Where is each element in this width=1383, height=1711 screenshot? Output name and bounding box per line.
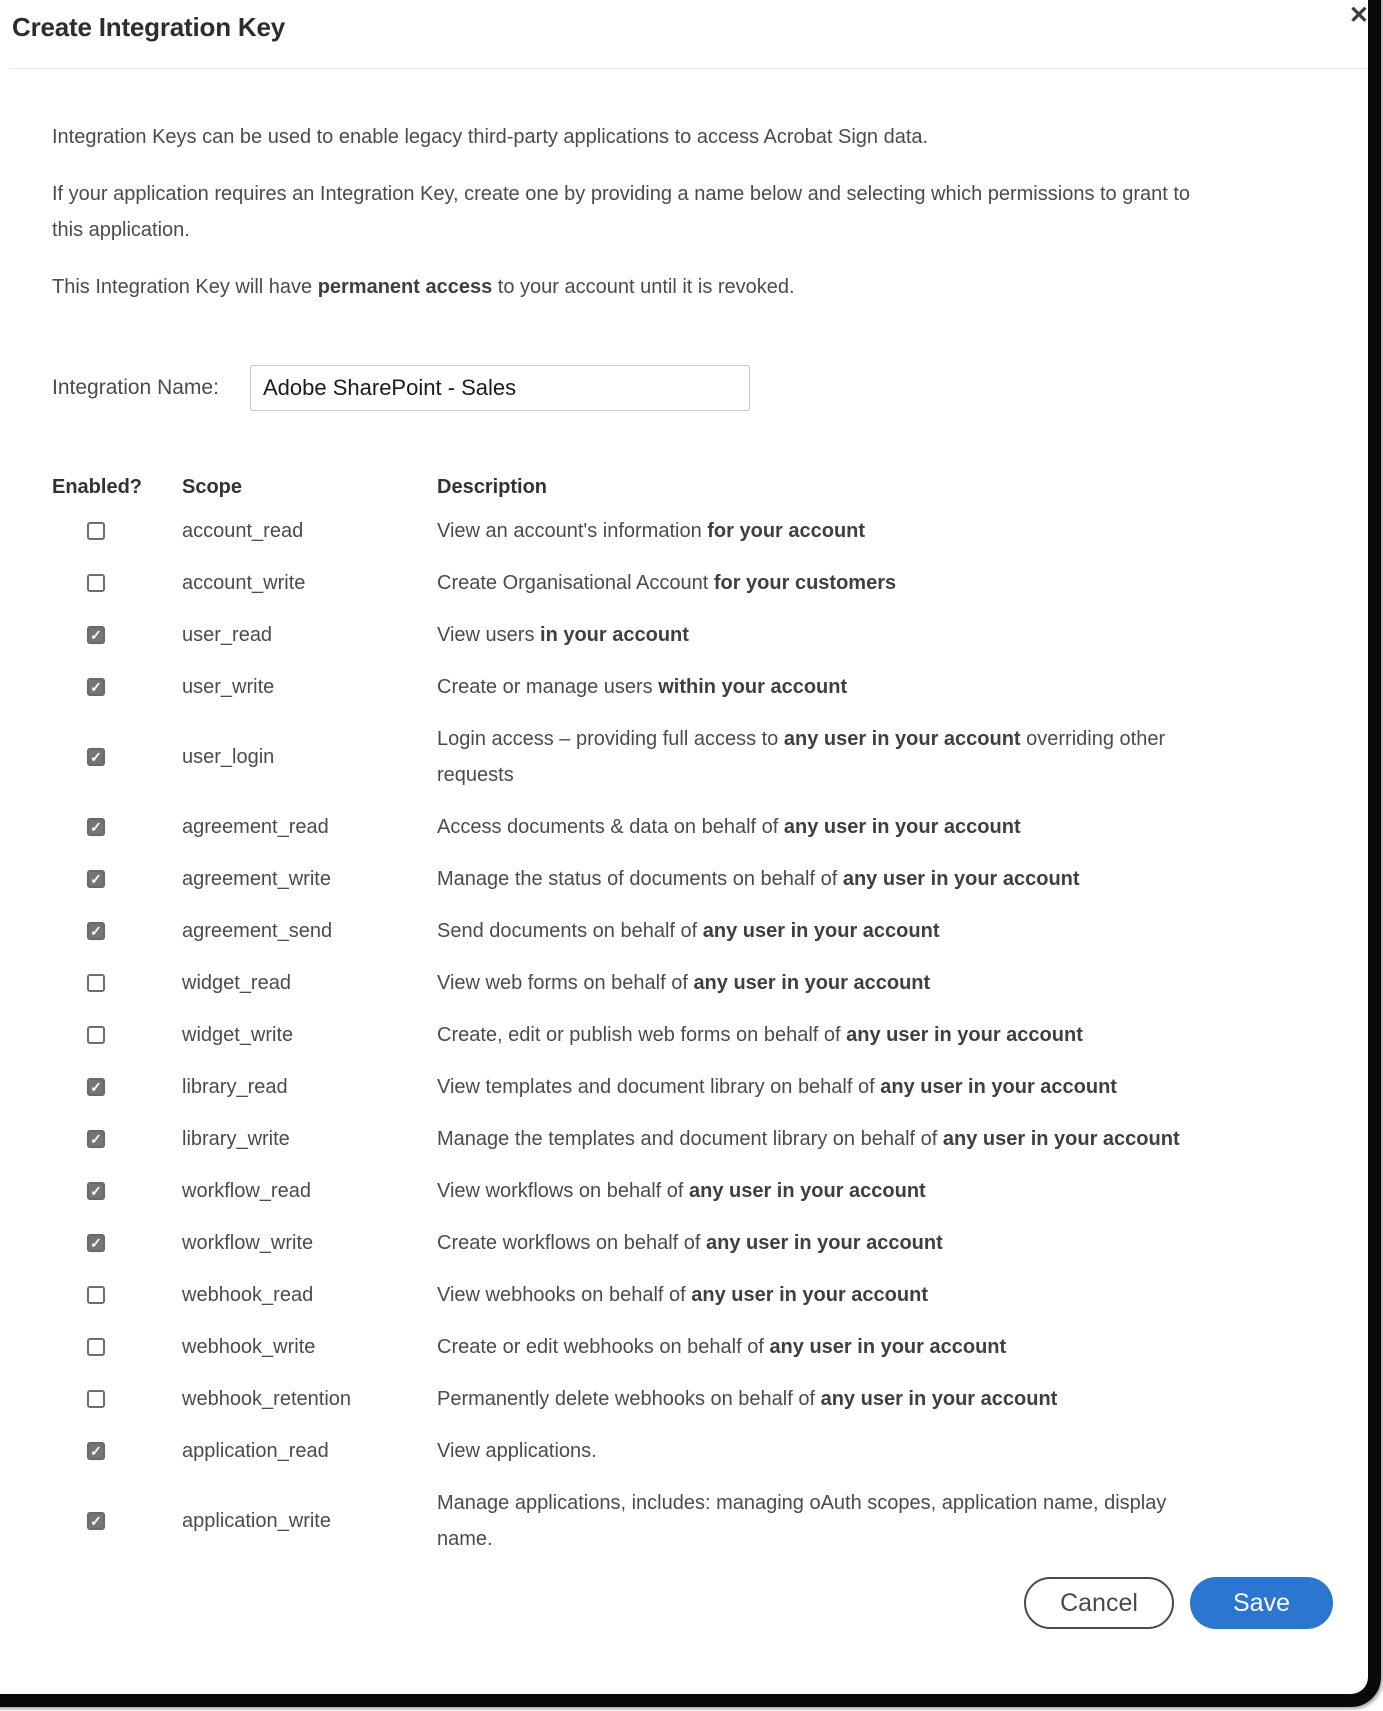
scope-checkbox-application_write[interactable]: ✓ [87,1512,105,1530]
integration-name-label: Integration Name: [52,376,219,399]
scope-checkbox-agreement_read[interactable]: ✓ [87,818,105,836]
enabled-cell [52,1026,182,1044]
scope-name: user_read [182,623,273,646]
scope-checkbox-library_read[interactable]: ✓ [87,1078,105,1096]
enabled-cell [52,1078,182,1096]
table-row [52,1373,1238,1425]
scope-description: View templates and document library on behalf of any user in your account [437,1076,1117,1098]
scopes-table-body [52,505,1238,1565]
scope-checkbox-widget_write[interactable] [87,1026,105,1044]
scope-name: widget_write [182,1023,294,1046]
scope-checkbox-account_write[interactable] [87,574,105,592]
table-row [52,1113,1238,1165]
scope-checkbox-widget_read[interactable] [87,974,105,992]
table-row [52,1321,1238,1373]
dialog-footer [0,1577,1333,1629]
scope-description: Send documents on behalf of any user in your account [437,920,940,942]
table-row [52,713,1238,801]
integration-name-input[interactable] [250,365,750,411]
scope-description: View users in your account [437,624,689,646]
scope-name: widget_read [182,971,291,994]
save-button[interactable]: Save [1190,1577,1333,1629]
table-row [52,957,1238,1009]
scope-checkbox-agreement_write[interactable]: ✓ [87,870,105,888]
scope-name: application_read [182,1439,329,1462]
scope-description: Create or manage users within your account [437,676,848,698]
dialog-content [0,119,1383,1565]
scope-description: View workflows on behalf of any user in your account [437,1180,926,1202]
table-row [52,1009,1238,1061]
scope-checkbox-account_read[interactable] [87,522,105,540]
enabled-cell [52,922,182,940]
scopes-table [52,469,1238,1565]
scope-name: agreement_send [182,919,333,942]
table-row [52,853,1238,905]
enabled-cell [52,678,182,696]
enabled-cell [52,974,182,992]
column-header-enabled: Enabled? [52,475,143,498]
scope-name: user_login [182,745,275,768]
intro-paragraph: Integration Keys can be used to enable legacy third-party applications to access Acrobat Sign data. [52,126,929,148]
scope-checkbox-workflow_write[interactable]: ✓ [87,1234,105,1252]
scope-description: Create workflows on behalf of any user in your account [437,1232,943,1254]
enabled-cell [52,1442,182,1460]
enabled-cell [52,870,182,888]
dialog-title: Create Integration Key [12,12,286,42]
table-row [52,905,1238,957]
scope-description: View web forms on behalf of any user in your account [437,972,931,994]
scope-checkbox-library_write[interactable]: ✓ [87,1130,105,1148]
scope-description: Permanently delete webhooks on behalf of any user in your account [437,1388,1058,1410]
table-row [52,1165,1238,1217]
table-row [52,1061,1238,1113]
enabled-cell [52,748,182,766]
scope-name: account_read [182,519,304,542]
scope-name: user_write [182,675,275,698]
table-header-row [52,469,1238,505]
enabled-cell [52,1286,182,1304]
intro-paragraph: If your application requires an Integration Key, create one by providing a name below and selecting which permissions to grant to this application. [52,183,1191,241]
scope-checkbox-webhook_retention[interactable] [87,1390,105,1408]
enabled-cell [52,1390,182,1408]
enabled-cell [52,1234,182,1252]
scope-description: Create Organisational Account for your customers [437,572,897,594]
scope-checkbox-user_login[interactable]: ✓ [87,748,105,766]
table-row [52,801,1238,853]
scope-checkbox-agreement_send[interactable]: ✓ [87,922,105,940]
integration-name-row [52,365,1238,411]
table-row [52,1269,1238,1321]
scope-name: library_write [182,1127,290,1150]
scope-checkbox-application_read[interactable]: ✓ [87,1442,105,1460]
table-row [52,557,1238,609]
scope-name: account_write [182,571,306,594]
scope-description: Create or edit webhooks on behalf of any user in your account [437,1336,1007,1358]
table-row [52,1217,1238,1269]
scope-name: workflow_write [182,1231,314,1254]
enabled-cell [52,1338,182,1356]
cancel-button[interactable]: Cancel [1024,1577,1174,1629]
scope-name: workflow_read [182,1179,311,1202]
scope-description: Create, edit or publish web forms on behalf of any user in your account [437,1024,1083,1046]
scope-description: View webhooks on behalf of any user in your account [437,1284,928,1306]
scope-name: agreement_write [182,867,331,890]
scope-checkbox-user_write[interactable]: ✓ [87,678,105,696]
enabled-cell [52,574,182,592]
table-row [52,505,1238,557]
table-row [52,661,1238,713]
close-icon[interactable]: ✕ [1348,2,1369,29]
enabled-cell [52,1130,182,1148]
scope-description: Manage applications, includes: managing oAuth scopes, application name, display name. [437,1492,1167,1550]
scope-name: application_write [182,1509,331,1532]
enabled-cell [52,522,182,540]
scope-name: webhook_retention [182,1387,352,1410]
header-divider [10,68,1371,69]
scope-checkbox-webhook_read[interactable] [87,1286,105,1304]
table-row [52,1477,1238,1565]
scope-checkbox-workflow_read[interactable]: ✓ [87,1182,105,1200]
scope-name: agreement_read [182,815,329,838]
scope-description: View applications. [437,1440,597,1462]
scope-description: View an account's information for your account [437,520,866,542]
column-header-scope: Scope [182,475,243,498]
enabled-cell [52,1182,182,1200]
column-header-description: Description [437,475,548,498]
table-row [52,609,1238,661]
scope-name: webhook_write [182,1335,316,1358]
scope-name: webhook_read [182,1283,314,1306]
scope-description: Login access – providing full access to any user in your account overriding other requests [437,728,1166,786]
table-row [52,1425,1238,1477]
enabled-cell [52,1512,182,1530]
enabled-cell [52,626,182,644]
scope-name: library_read [182,1075,288,1098]
intro-paragraph: This Integration Key will have permanent access to your account until it is revoked. [52,276,795,298]
enabled-cell [52,818,182,836]
dialog-header [0,0,1383,43]
scope-checkbox-webhook_write[interactable] [87,1338,105,1356]
scope-checkbox-user_read[interactable]: ✓ [87,626,105,644]
scope-description: Access documents & data on behalf of any user in your account [437,816,1021,838]
scope-description: Manage the templates and document library on behalf of any user in your account [437,1128,1180,1150]
scope-description: Manage the status of documents on behalf of any user in your account [437,868,1080,890]
